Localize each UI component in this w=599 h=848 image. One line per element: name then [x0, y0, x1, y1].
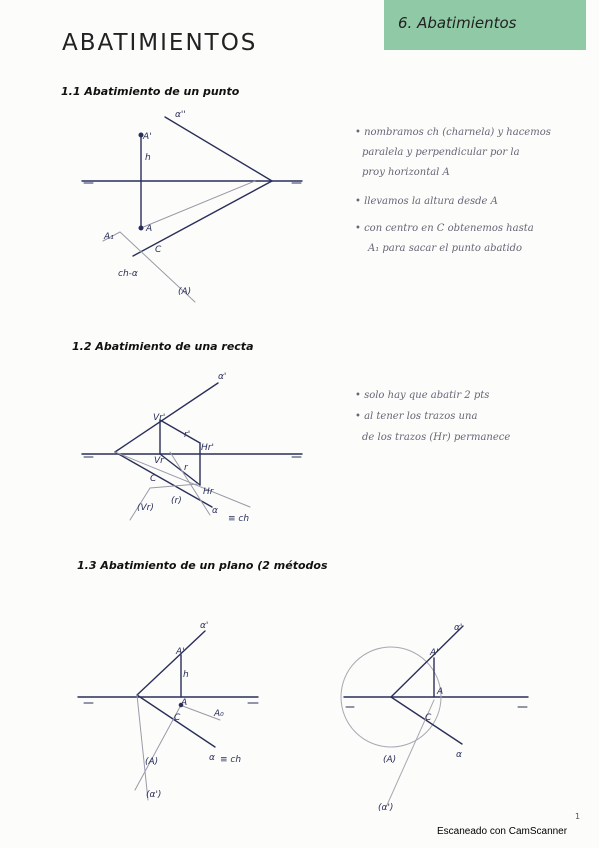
page-number: 1: [575, 812, 581, 821]
trace-alpha-vertical-3: [137, 631, 205, 695]
section-1-note-line-2: paralela y perpendicular por la: [362, 147, 520, 158]
label-a-3: A: [181, 698, 188, 708]
label-hr-v: Hr': [201, 443, 214, 453]
label-abated-a-3: (A): [145, 757, 159, 767]
section-1-note-line-1: • nombramos ch (charnela) y hacemos: [355, 127, 551, 138]
label-alpha-v-2: α': [218, 372, 227, 382]
label-a-4: A: [437, 687, 444, 697]
trace-alpha-horizontal-1: [133, 181, 272, 256]
label-a-1: A: [146, 224, 153, 234]
label-ch-3: ≡ ch: [220, 755, 242, 765]
point-a: [139, 226, 143, 230]
label-vr: Vr: [154, 456, 164, 466]
section-1-heading: 1.1 Abatimiento de un punto: [61, 85, 240, 98]
label-alpha-v-4: α': [454, 623, 463, 633]
label-abated-a-4: (A): [383, 755, 397, 765]
label-alpha-v-1: α'': [175, 110, 186, 120]
section-3-heading: 1.3 Abatimiento de un plano (2 métodos: [77, 559, 328, 572]
label-alpha-4: α: [456, 750, 462, 760]
label-c-3: C: [174, 713, 181, 723]
label-c-1: C: [155, 245, 162, 255]
label-alpha-2: α: [212, 506, 218, 516]
label-alpha-v-3: α': [200, 621, 209, 631]
label-a-vertical-4: A': [430, 648, 439, 658]
chapter-tab-label: 6. Abatimientos: [398, 14, 517, 32]
label-a1-1: A₁: [104, 232, 114, 242]
section-1-note-line-5: • con centro en C obtenemos hasta: [355, 223, 534, 234]
label-ch-2: ≡ ch: [228, 514, 250, 524]
diagram-line-abatement: [82, 383, 302, 520]
label-c-4: C: [425, 713, 432, 723]
section-2-note-line-2: • al tener los trazos una: [355, 411, 478, 422]
section-2-note-line-1: • solo hay que abatir 2 pts: [355, 390, 490, 401]
label-r: r: [184, 463, 188, 473]
section-1-note-line-4: • llevamos la altura desde A: [355, 196, 498, 207]
label-abated-alpha-4: (α'): [378, 803, 394, 813]
construction-line-3: [115, 452, 250, 507]
label-h-3: h: [183, 670, 189, 680]
trace-alpha-vertical-4: [391, 626, 463, 697]
label-a-vertical-1: A': [143, 132, 152, 142]
label-abated-a-1: (A): [178, 287, 192, 297]
label-c-2: C: [150, 474, 157, 484]
line-r-vertical: [160, 420, 200, 443]
section-2-note-line-3: de los trazos (Hr) permanece: [362, 432, 511, 443]
label-abated-alpha-3: (α'): [146, 790, 162, 800]
section-1-note-line-6: A₁ para sacar el punto abatido: [368, 243, 523, 254]
label-vr-v: Vr': [153, 413, 166, 423]
label-r-v: r': [184, 430, 191, 440]
label-a0-3: A₀: [214, 709, 224, 719]
label-ch-1: ch-α: [118, 269, 138, 279]
trace-alpha-vertical-1: [165, 117, 272, 181]
label-vr-abated: (Vr): [137, 503, 154, 513]
label-r-abated: (r): [171, 496, 182, 506]
diagram-point-abatement: [82, 117, 302, 302]
label-hr: Hr: [203, 487, 214, 497]
diagram-plane-abatement-method-1: [78, 631, 258, 800]
trace-alpha-vertical-2: [115, 383, 218, 452]
scanner-watermark: Escaneado con CamScanner: [437, 826, 568, 837]
section-2-heading: 1.2 Abatimiento de una recta: [72, 340, 254, 353]
label-a-vertical-3: A': [176, 647, 185, 657]
label-alpha-3: α: [209, 753, 215, 763]
label-h-1: h: [145, 153, 151, 163]
page-title: ABATIMIENTOS: [62, 30, 258, 56]
section-1-note-line-3: proy horizontal A: [362, 167, 450, 178]
